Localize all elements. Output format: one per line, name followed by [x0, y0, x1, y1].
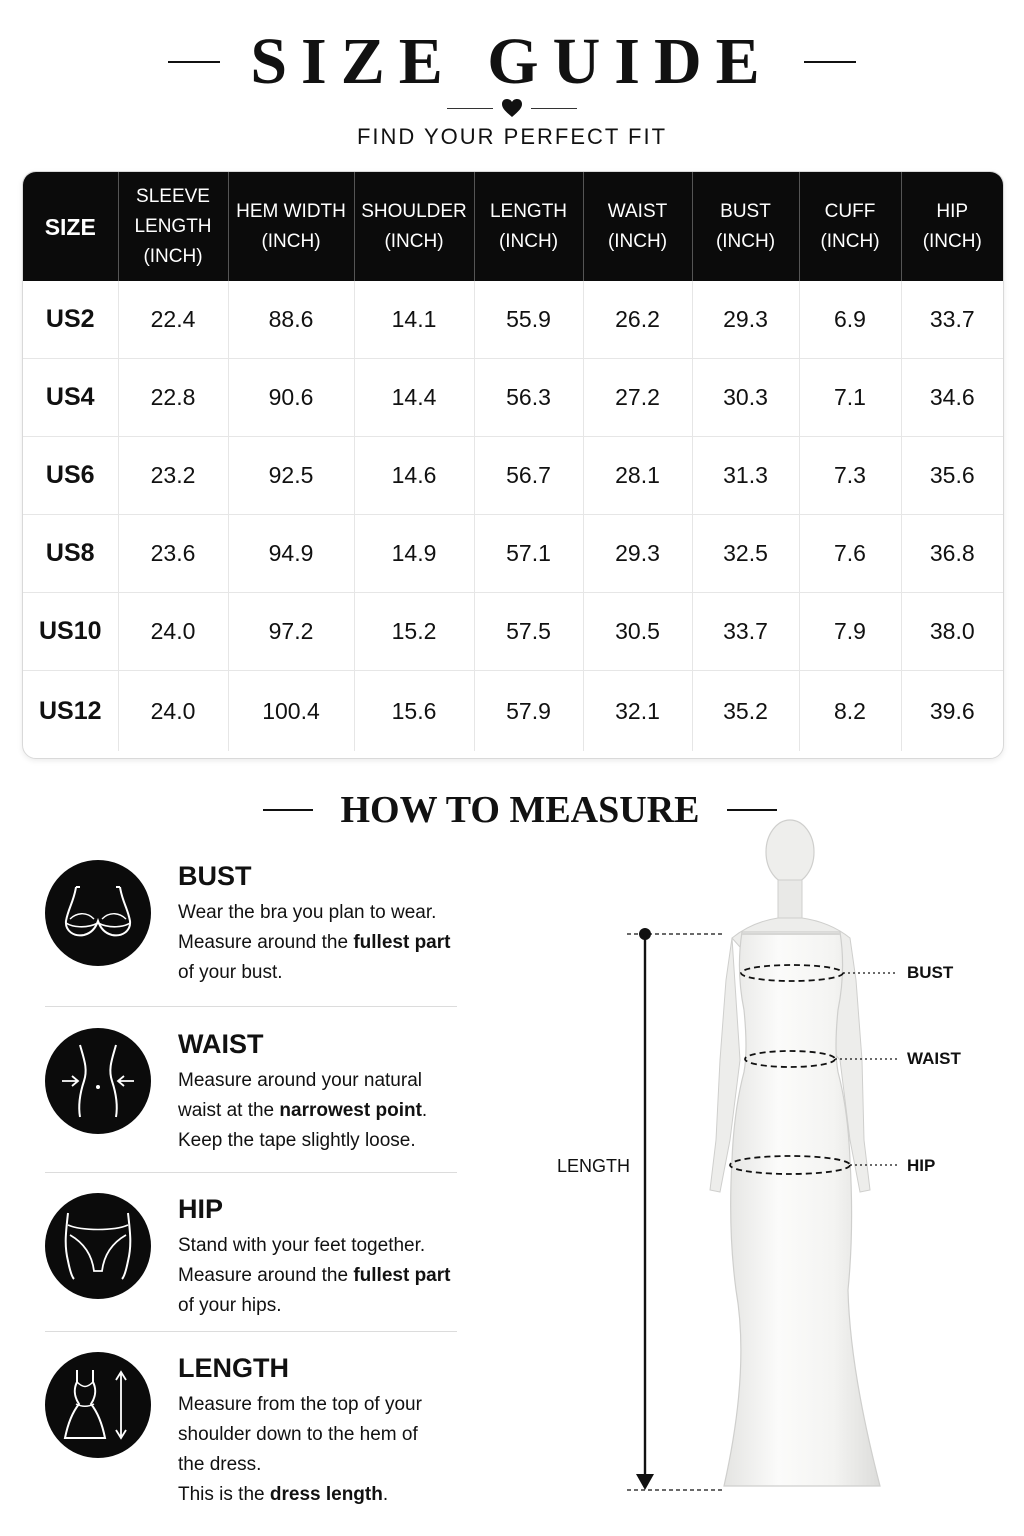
figure-label-waist: WAIST	[907, 1049, 961, 1068]
table-cell: 24.0	[118, 593, 228, 671]
table-row	[23, 671, 1003, 752]
description-line	[178, 1096, 468, 1126]
table-cell: 15.2	[354, 593, 474, 671]
table-cell: 56.7	[474, 437, 583, 515]
size-cell: US10	[23, 593, 118, 671]
table-cell: 55.9	[474, 281, 583, 359]
table-cell: 7.1	[799, 359, 901, 437]
table-cell: 32.1	[583, 671, 692, 752]
column-header	[799, 172, 901, 281]
table-cell: 24.0	[118, 671, 228, 752]
table-cell: 14.9	[354, 515, 474, 593]
title-left-rule	[168, 61, 220, 63]
description-line	[178, 958, 468, 988]
column-header-line: LENGTH	[489, 200, 568, 222]
table-cell: 22.4	[118, 281, 228, 359]
description-text: shoulder down to the hem of	[178, 1424, 418, 1445]
table-row	[23, 437, 1003, 515]
size-cell: US6	[23, 437, 118, 515]
description-text: This is the	[178, 1484, 270, 1505]
column-header	[692, 172, 799, 281]
table-cell: 35.2	[692, 671, 799, 752]
measure-item-length	[45, 1352, 457, 1505]
table-cell: 22.8	[118, 359, 228, 437]
measure-description	[178, 1066, 468, 1156]
table-cell: 57.9	[474, 671, 583, 752]
description-text: of your bust.	[178, 962, 283, 983]
measure-title: HIP	[178, 1194, 224, 1224]
size-cell: US2	[23, 281, 118, 359]
emphasis-text: fullest part	[353, 1265, 451, 1286]
table-body	[23, 281, 1003, 751]
column-header-line: (INCH)	[607, 230, 668, 252]
column-header-line: BUST	[720, 200, 771, 222]
table-row	[23, 281, 1003, 359]
column-header-line: (INCH)	[261, 230, 321, 252]
figure-label-bust: BUST	[907, 963, 954, 982]
table-cell: 6.9	[799, 281, 901, 359]
description-line	[178, 928, 468, 958]
column-header-line: (INCH)	[922, 230, 982, 252]
title-right-rule	[804, 61, 856, 63]
table-cell: 56.3	[474, 359, 583, 437]
table-cell: 7.6	[799, 515, 901, 593]
column-header-line: WAIST	[607, 200, 668, 222]
description-text: Keep the tape slightly loose.	[178, 1130, 416, 1151]
column-header	[228, 172, 354, 281]
heart-right-line	[531, 108, 577, 109]
column-header-line: (INCH)	[498, 230, 559, 252]
description-line	[178, 1126, 468, 1156]
description-line	[178, 1231, 468, 1261]
table-row	[23, 359, 1003, 437]
column-header-line: SHOULDER	[361, 200, 467, 222]
title-row	[0, 22, 1024, 102]
measure-description	[178, 1390, 468, 1510]
heart-icon	[501, 98, 523, 118]
dress-length-icon	[59, 1368, 137, 1442]
table-cell: 33.7	[692, 593, 799, 671]
description-text: Measure around your natural	[178, 1070, 422, 1091]
description-text: Stand with your feet together.	[178, 1235, 426, 1256]
how-to-measure-title: HOW TO MEASURE	[340, 789, 700, 831]
how-left-rule	[263, 809, 313, 811]
bra-icon	[62, 883, 134, 943]
table-cell: 7.9	[799, 593, 901, 671]
measure-description	[178, 1231, 468, 1321]
measure-icon-circle	[45, 1193, 151, 1299]
divider	[45, 1331, 457, 1332]
table-cell: 8.2	[799, 671, 901, 752]
heart-divider	[0, 98, 1024, 118]
divider	[45, 1006, 457, 1007]
table-cell: 97.2	[228, 593, 354, 671]
table-cell: 7.3	[799, 437, 901, 515]
column-header	[354, 172, 474, 281]
column-header-line: (INCH)	[715, 230, 776, 252]
description-line	[178, 1450, 468, 1480]
table-cell: 92.5	[228, 437, 354, 515]
page-title: SIZE GUIDE	[250, 25, 774, 98]
table-cell: 30.3	[692, 359, 799, 437]
column-header	[118, 172, 228, 281]
description-line	[178, 1261, 468, 1291]
measure-description	[178, 898, 468, 988]
emphasis-text: dress length	[269, 1484, 383, 1505]
divider	[45, 1172, 457, 1173]
description-line	[178, 1480, 468, 1510]
column-header-line: SLEEVE	[136, 185, 210, 207]
heart-left-line	[447, 108, 493, 109]
table-cell: 30.5	[583, 593, 692, 671]
size-cell: US4	[23, 359, 118, 437]
figure-label-hip: HIP	[907, 1156, 936, 1175]
description-line	[178, 1066, 468, 1096]
table-cell: 29.3	[583, 515, 692, 593]
table-row	[23, 593, 1003, 671]
table-cell: 14.4	[354, 359, 474, 437]
column-header-line: (INCH)	[143, 245, 203, 267]
description-line	[178, 1420, 468, 1450]
table-cell: 28.1	[583, 437, 692, 515]
table-cell: 31.3	[692, 437, 799, 515]
column-header-line: LENGTH	[134, 215, 212, 237]
description-text: the dress.	[178, 1454, 262, 1475]
emphasis-text: fullest part	[353, 932, 451, 953]
measure-item-bust	[45, 860, 457, 1010]
size-cell: US12	[23, 671, 118, 752]
description-text: of your hips.	[178, 1295, 282, 1316]
table-cell: 36.8	[901, 515, 1003, 593]
description-text: Measure from the top of your	[178, 1394, 422, 1415]
table-cell: 88.6	[228, 281, 354, 359]
description-line	[178, 1291, 468, 1321]
table-cell: 33.7	[901, 281, 1003, 359]
table-cell: 15.6	[354, 671, 474, 752]
description-text: Wear the bra you plan to wear.	[178, 902, 437, 923]
table-cell: 23.2	[118, 437, 228, 515]
table-cell: 57.1	[474, 515, 583, 593]
description-line	[178, 898, 468, 928]
description-line	[178, 1390, 468, 1420]
table-cell: 32.5	[692, 515, 799, 593]
table-cell: 26.2	[583, 281, 692, 359]
waist-icon	[58, 1043, 138, 1119]
column-header-line: HIP	[936, 200, 969, 222]
column-header-line: (INCH)	[384, 230, 444, 252]
description-text: Measure around the	[178, 932, 354, 953]
measure-title: BUST	[178, 861, 252, 891]
column-header-size	[23, 172, 118, 281]
size-table	[22, 171, 1004, 759]
page-subtitle: FIND YOUR PERFECT FIT	[356, 124, 668, 149]
column-header	[901, 172, 1003, 281]
description-text: .	[421, 1100, 428, 1121]
table-cell: 29.3	[692, 281, 799, 359]
table-cell: 57.5	[474, 593, 583, 671]
table-cell: 94.9	[228, 515, 354, 593]
column-header-line: (INCH)	[820, 230, 880, 252]
measure-icon-circle	[45, 1028, 151, 1134]
measure-item-waist	[45, 1028, 457, 1178]
table-cell: 100.4	[228, 671, 354, 752]
table-cell: 14.6	[354, 437, 474, 515]
measure-title: LENGTH	[178, 1353, 289, 1383]
mannequin-figure	[520, 810, 1000, 1510]
table-cell: 14.1	[354, 281, 474, 359]
column-header-line: CUFF	[824, 200, 876, 222]
measure-icon-circle	[45, 860, 151, 966]
table-row	[23, 515, 1003, 593]
description-text: Measure around the	[178, 1265, 354, 1286]
table-cell: 35.6	[901, 437, 1003, 515]
table-header-row	[23, 172, 1003, 281]
size-cell: US8	[23, 515, 118, 593]
table-cell: 38.0	[901, 593, 1003, 671]
hip-icon	[58, 1211, 138, 1281]
table-cell: 34.6	[901, 359, 1003, 437]
description-text: waist at the	[178, 1100, 280, 1121]
column-header	[583, 172, 692, 281]
column-header-line: HEM WIDTH	[236, 200, 346, 222]
measure-item-hip	[45, 1193, 457, 1343]
table-cell: 39.6	[929, 697, 975, 724]
description-text: .	[382, 1484, 389, 1505]
table-cell: 90.6	[228, 359, 354, 437]
table-cell: 23.6	[118, 515, 228, 593]
table-cell: 27.2	[583, 359, 692, 437]
column-header-line: SIZE	[44, 213, 96, 240]
emphasis-text: narrowest point	[279, 1100, 422, 1121]
figure-label-length: LENGTH	[557, 1156, 631, 1176]
column-header	[474, 172, 583, 281]
measure-icon-circle	[45, 1352, 151, 1458]
measure-title: WAIST	[178, 1029, 264, 1059]
